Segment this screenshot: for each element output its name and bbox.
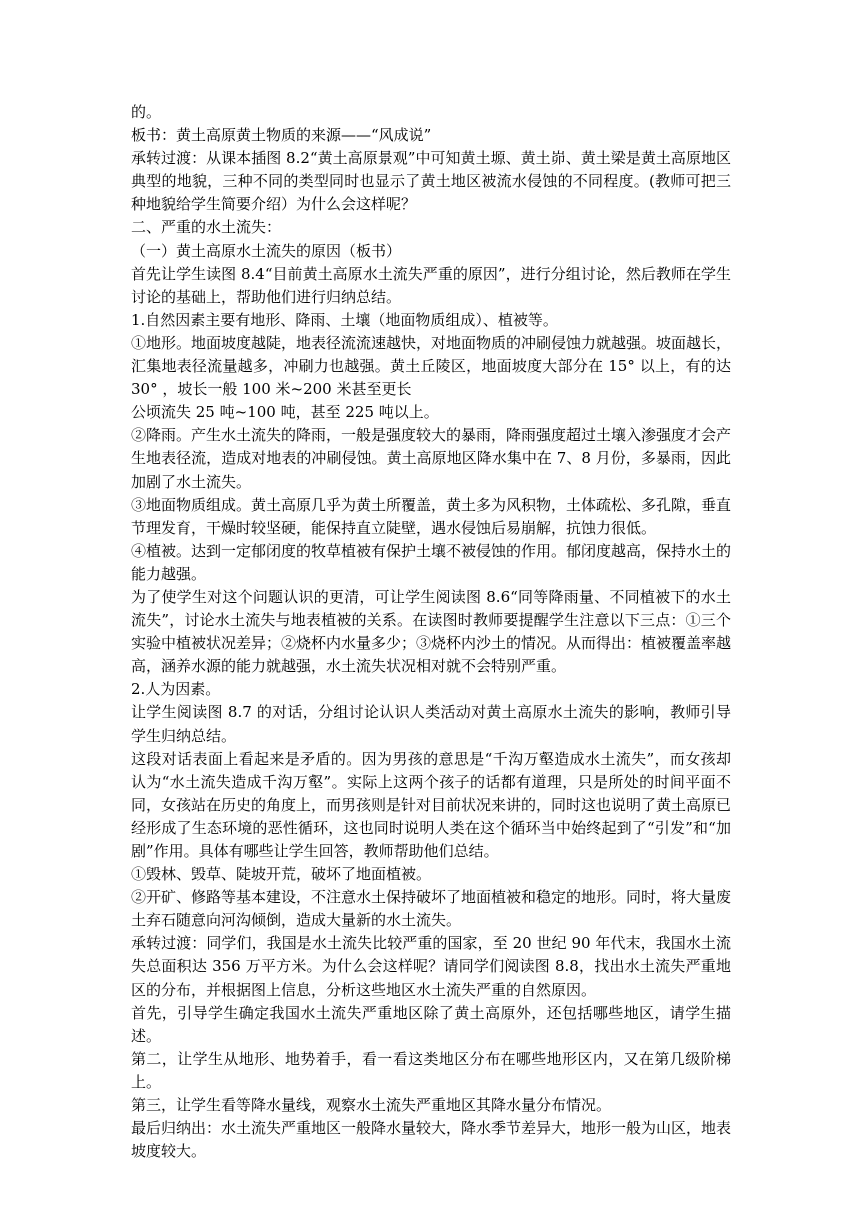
section-heading: 二、严重的水土流失： xyxy=(131,218,282,237)
list-item-vegetation: ④植被。达到一定郁闭度的牧草植被有保护土壤不被侵蚀的作用。郁闭度越高，保持水土的能力越强。 xyxy=(131,541,732,583)
paragraph: 首先让学生读图 8.4“目前黄土高原水土流失严重的原因”，进行分组讨论，然后教师在学生讨论的基础上，帮助他们进行归纳总结。 xyxy=(131,264,731,306)
paragraph: 公顷流失 25 吨~100 吨，甚至 225 吨以上。 xyxy=(131,403,439,422)
paragraph: 这段对话表面上看起来是矛盾的。因为男孩的意思是“千沟万壑造成水土流失”，而女孩却认为“水土流失造成千沟万壑”。实际上这两个孩子的话都有道理，只是所处的时间平面不同，女孩站在历史的角度上，而男孩则是针对目前状况来讲的，同时这也说明了黄土高原已经形成了生态环境的恶性循环，这也同时说明人类在这个循环当中始终起到了“引发”和“加剧”作用。具体有哪些让学生回答，教师帮助他们总结。 xyxy=(131,749,732,860)
document-body xyxy=(131,101,731,1163)
paragraph: 第二，让学生从地形、地势着手，看一看这类地区分布在哪些地形区内，又在第几级阶梯上。 xyxy=(131,1049,731,1091)
paragraph: 让学生阅读图 8.7 的对话，分组讨论认识人类活动对黄土高原水土流失的影响，教师引导学生归纳总结。 xyxy=(131,703,731,745)
blackboard-note-loess-origin: 板书：黄土高原黄土物质的来源——“风成说” xyxy=(131,126,432,145)
natural-factors-heading: 1.自然因素主要有地形、降雨、土壤（地面物质组成）、植被等。 xyxy=(131,310,558,329)
list-item-ground-material: ③地面物质组成。黄土高原几乎为黄土所覆盖，黄土多为风积物，土体疏松、多孔隙，垂直节理发育，干燥时较坚硬，能保持直立陡壁，遇水侵蚀后易崩解，抗蚀力很低。 xyxy=(131,495,732,537)
subsection-heading: （一）黄土高原水土流失的原因（板书） xyxy=(131,241,402,260)
transition-paragraph: 承转过渡：从课本插图 8.2“黄土高原景观”中可知黄土塬、黄土峁、黄土梁是黄土高原地区典型的地貌，三种不同的类型同时也显示了黄土地区被流水侵蚀的不同程度。(教师可把三种地貌给学生简要介绍）为什么会这样呢？ xyxy=(131,149,731,214)
human-factors-heading: 2.人为因素。 xyxy=(131,680,221,699)
paragraph: 为了使学生对这个问题认识的更清，可让学生阅读图 8.6“同等降雨量、不同植被下的水土流失”，讨论水土流失与地表植被的关系。在读图时教师要提醒学生注意以下三点：①三个实验中植被状况差异；②烧杯内水量多少；③烧杯内沙土的情况。从而得出：植被覆盖率越高，涵养水源的能力就越强，水土流失状况相对就不会特别严重。 xyxy=(131,587,732,676)
list-item-deforestation: ①毁林、毁草、陡坡开荒，破坏了地面植被。 xyxy=(131,865,432,884)
paragraph: 首先，引导学生确定我国水土流失严重地区除了黄土高原外，还包括哪些地区，请学生描述。 xyxy=(131,1003,731,1045)
list-item-construction: ②开矿、修路等基本建设，不注意水土保持破坏了地面植被和稳定的地形。同时，将大量废土弃石随意向河沟倾倒，造成大量新的水土流失。 xyxy=(131,888,732,930)
list-item-rainfall: ②降雨。产生水土流失的降雨，一般是强度较大的暴雨，降雨强度超过土壤入渗强度才会产生地表径流，造成对地表的冲刷侵蚀。黄土高原地区降水集中在 7、8 月份，多暴雨，因此加剧了水土流失。 xyxy=(131,426,732,491)
paragraph: 的。 xyxy=(131,103,162,121)
paragraph: 第三，让学生看等降水量线，观察水土流失严重地区其降水量分布情况。 xyxy=(131,1096,612,1115)
conclusion-paragraph: 最后归纳出：水土流失严重地区一般降水量较大，降水季节差异大，地形一般为山区，地表坡度较大。 xyxy=(131,1119,732,1161)
list-item-terrain: ①地形。地面坡度越陡，地表径流流速越快，对地面物质的冲刷侵蚀力就越强。坡面越长，汇集地表径流量越多，冲刷力也越强。黄土丘陵区，地面坡度大部分在 15° 以上，有的达 30° ，坡长一般 100 米~200 米甚至更长 xyxy=(131,333,732,399)
transition-paragraph: 承转过渡：同学们，我国是水土流失比较严重的国家，至 20 世纪 90 年代末，我国水土流失总面积达 356 万平方米。为什么会这样呢？请同学们阅读图 8.8，找出水土流失严重地区的分布，并根据图上信息，分析这些地区水土流失严重的自然原因。 xyxy=(131,934,731,999)
